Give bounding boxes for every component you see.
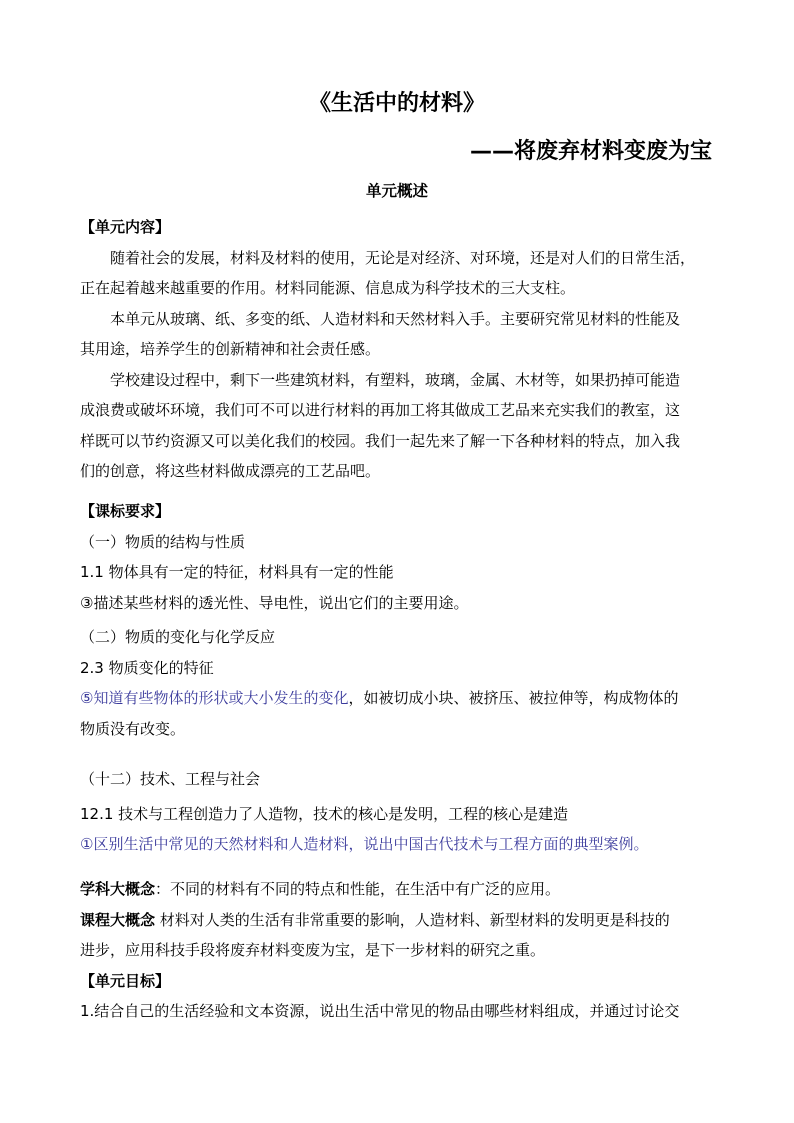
curriculum-part1-title: （一）物质的结构与性质 bbox=[80, 532, 246, 551]
section-title: 单元概述 bbox=[365, 182, 428, 200]
curriculum-part2-title: （二）物质的变化与化学反应 bbox=[80, 628, 276, 646]
curriculum-part2-item: 2.3 物质变化的特征 bbox=[80, 658, 214, 677]
document-subtitle: ——将废弃材料变废为宝 bbox=[469, 139, 712, 164]
course-concept-line2: 进步，应用科技手段将废弃材料变废为宝，是下一步材料的研究之重。 bbox=[80, 941, 546, 959]
unit-content-heading: 【单元内容】 bbox=[80, 218, 171, 236]
subject-concept-label: 学科大概念 bbox=[80, 880, 156, 898]
paragraph-line: 随着社会的发展，材料及材料的使用，无论是对经济、对环境，还是对人们的日常生活， bbox=[110, 248, 696, 267]
paragraph-line: 样既可以节约资源又可以美化我们的校园。我们一起先来了解一下各种材料的特点，加入我 bbox=[80, 431, 681, 450]
subject-concept-text: ：不同的材料有不同的特点和性能，在生活中有广泛的应用。 bbox=[155, 880, 561, 898]
paragraph-line: 正在起着越来越重要的作用。材料同能源、信息成为科学技术的三大支柱。 bbox=[80, 279, 576, 297]
paragraph-line: 成浪费或破坏环境，我们可不可以进行材料的再加工将其做成工艺品来充实我们的教室，这 bbox=[80, 401, 681, 419]
unit-content-section bbox=[80, 212, 712, 487]
curriculum-part2-detail-rest: ，如被切成小块、被挤压、被拉伸等，构成物体的 bbox=[348, 689, 679, 707]
curriculum-part2-detail-highlight: ⑤知道有些物体的形状或大小发生的变化 bbox=[80, 689, 349, 707]
curriculum-part3-title: （十二）技术、工程与社会 bbox=[80, 770, 261, 788]
curriculum-part2-detail-line2: 物质没有改变。 bbox=[80, 719, 186, 738]
document-title: 《生活中的材料》 bbox=[308, 91, 485, 116]
course-concept bbox=[80, 905, 712, 936]
curriculum-part1-detail: ③描述某些材料的透光性、导电性，说出它们的主要用途。 bbox=[80, 593, 469, 612]
curriculum-part2-detail bbox=[80, 683, 712, 714]
curriculum-part3 bbox=[80, 764, 712, 860]
curriculum-part3-item: 12.1 技术与工程创造力了人造物，技术的核心是发明，工程的核心是建造 bbox=[80, 804, 569, 823]
paragraph-line: 学校建设过程中，剩下一些建筑材料，有塑料，玻璃，金属、木材等，如果扔掉可能造 bbox=[110, 370, 681, 389]
curriculum-section bbox=[80, 496, 712, 744]
unit-goal-1: 1.结合自己的生活经验和文本资源，说出生活中常见的物品由哪些材料组成，并通过讨论交 bbox=[80, 1002, 680, 1020]
course-concept-label: 课程大概念 bbox=[80, 910, 156, 929]
curriculum-part3-detail: ①区别生活中常见的天然材料和人造材料，说出中国古代技术与工程方面的典型案例。 bbox=[80, 835, 649, 853]
paragraph-line: 们的创意，将这些材料做成漂亮的工艺品吧。 bbox=[80, 462, 381, 480]
unit-goals-heading: 【单元目标】 bbox=[80, 971, 171, 990]
paragraph-line: 本单元从玻璃、纸、多变的纸、人造材料和天然材料入手。主要研究常见材料的性能及 bbox=[110, 309, 681, 328]
course-concept-text: 材料对人类的生活有非常重要的影响，人造材料、新型材料的发明更是科技的 bbox=[155, 910, 670, 929]
curriculum-heading: 【课标要求】 bbox=[80, 502, 171, 520]
paragraph-line: 其用途，培养学生的创新精神和社会责任感。 bbox=[80, 340, 381, 358]
subject-concept bbox=[80, 874, 712, 905]
concepts-section bbox=[80, 874, 712, 1027]
curriculum-part1-item: 1.1 物体具有一定的特征，材料具有一定的性能 bbox=[80, 563, 394, 581]
